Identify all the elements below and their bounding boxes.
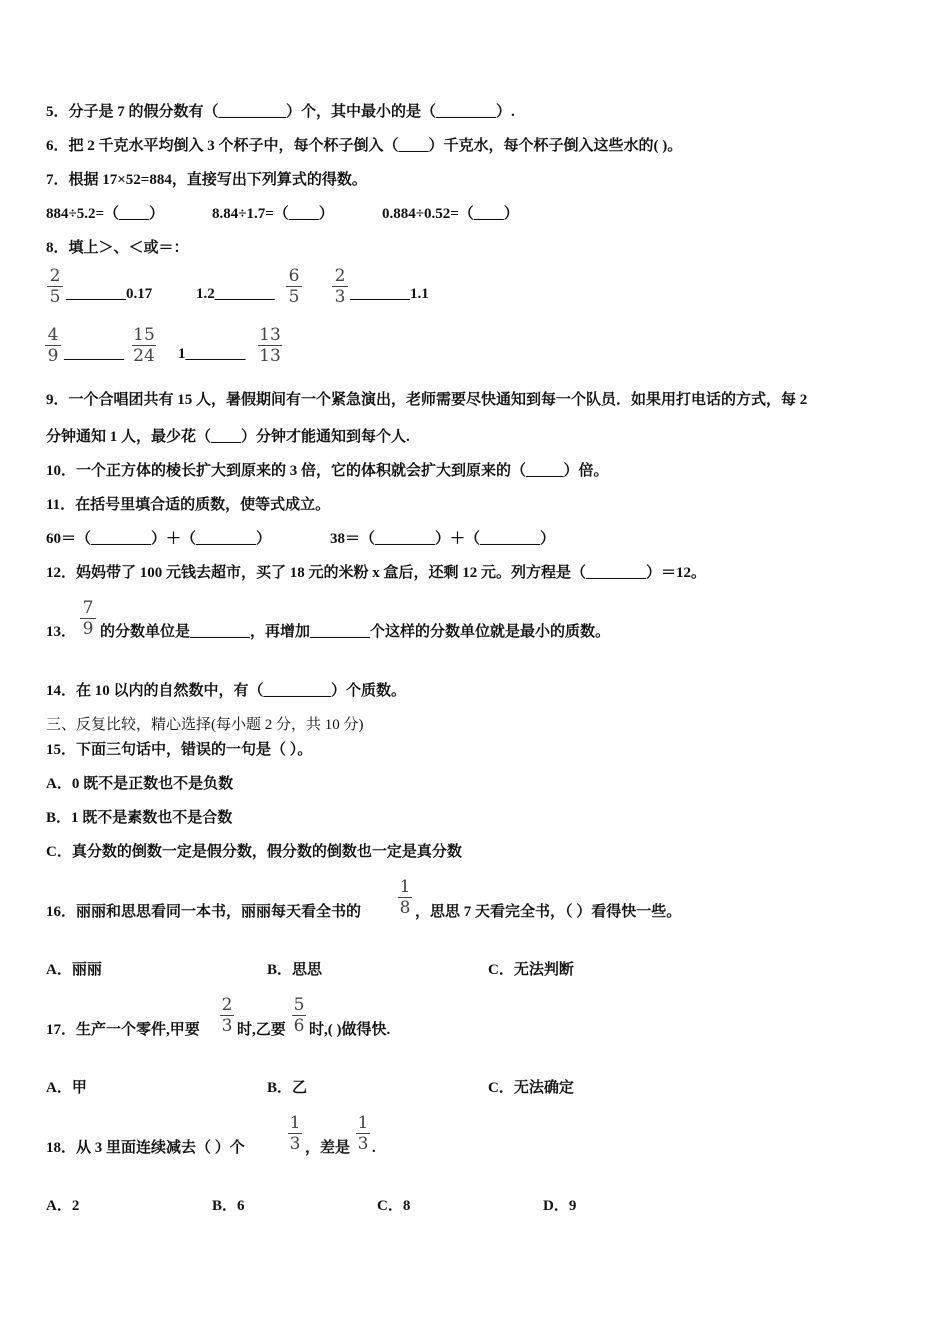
fraction-numerator: 7 (82, 598, 94, 618)
fraction-denominator: 3 (357, 1134, 369, 1154)
fraction-denominator: 5 (288, 287, 300, 307)
fraction-denominator: 13 (259, 346, 281, 366)
fraction-numerator: 2 (221, 995, 233, 1015)
fraction-numerator: 6 (288, 266, 300, 286)
question-17-mid: 时,乙要 (237, 1022, 286, 1038)
question-18-option-c: C．8 (377, 1198, 411, 1214)
question-9-line-2: 分钟通知 1 人，最少花（____）分钟才能通知到每个人. (46, 429, 410, 445)
fraction-denominator: 6 (293, 1016, 305, 1036)
fraction-numerator: 1 (289, 1113, 301, 1133)
question-10: 10．一个正方体的棱长扩大到原来的 3 倍，它的体积就会扩大到原来的（_____）倍。 (46, 463, 609, 479)
fraction-denominator: 3 (221, 1016, 233, 1036)
fraction-numerator: 1 (399, 877, 411, 897)
question-15-option-b: B．1 既不是素数也不是合数 (46, 810, 233, 826)
fraction-7-9 (80, 599, 96, 638)
fraction-1-8 (398, 878, 412, 917)
compare-blank-5: 1________ (178, 346, 246, 362)
fraction-denominator: 9 (47, 346, 59, 366)
question-11-stem: 11．在括号里填合适的质数，使等式成立。 (46, 497, 331, 513)
compare-blank-4: ________ (64, 346, 124, 362)
compare-blank-1: ________0.17 (66, 286, 153, 302)
question-7-item-3: 0.884÷0.52=（____） (382, 206, 519, 222)
question-16-option-a: A．丽丽 (46, 962, 102, 978)
fraction-2-3 (332, 267, 348, 306)
question-12: 12．妈妈带了 100 元钱去超市，买了 18 元的米粉 x 盒后，还剩 12 元。列方程是（________）＝12。 (46, 565, 707, 581)
question-15-option-a: A．0 既不是正数也不是负数 (46, 776, 234, 792)
fraction-denominator: 3 (334, 287, 346, 307)
fraction-4-9 (45, 326, 61, 365)
question-13-prefix: 13． (46, 624, 77, 640)
question-18-pre: 18．从 3 里面连续减去（ ）个 (46, 1140, 245, 1156)
question-8-stem: 8．填上＞、＜或＝： (46, 240, 189, 256)
question-17-option-a: A．甲 (46, 1080, 87, 1096)
compare-blank-2: 1.2________ (196, 286, 275, 302)
question-16-post: ，思思 7 天看完全书，（ ）看得快一些。 (415, 904, 682, 920)
question-11-item-2: 38＝（________）＋（________） (330, 531, 556, 547)
fraction-6-5 (286, 267, 302, 306)
question-18-option-b: B．6 (212, 1198, 245, 1214)
fraction-numerator: 15 (133, 325, 155, 345)
fraction-13-13 (258, 326, 282, 365)
fraction-denominator: 3 (289, 1134, 301, 1154)
fraction-numerator: 4 (47, 325, 59, 345)
question-7-stem: 7．根据 17×52=884，直接写出下列算式的得数。 (46, 172, 367, 188)
question-17-post: 时,( )做得快. (309, 1022, 391, 1038)
fraction-denominator: 5 (49, 287, 61, 307)
question-11-item-1: 60＝（________）＋（________） (46, 531, 272, 547)
question-9-line-1: 9．一个合唱团共有 15 人，暑假期间有一个紧急演出，老师需要尽快通知到每一个队员．如果用打电话的方式，每 2 (46, 392, 808, 408)
fraction-1-3 (288, 1114, 302, 1153)
fraction-5-6 (292, 996, 306, 1035)
fraction-numerator: 2 (49, 266, 61, 286)
question-13-text: 的分数单位是________，再增加________个这样的分数单位就是最小的质数。 (100, 624, 611, 640)
question-18-post: . (372, 1140, 376, 1156)
question-15-stem: 15．下面三句话中，错误的一句是（ ）。 (46, 742, 313, 758)
question-18-option-d: D．9 (543, 1198, 577, 1214)
compare-blank-3: ________1.1 (350, 286, 429, 302)
question-6: 6．把 2 千克水平均倒入 3 个杯子中，每个杯子倒入（____）千克水，每个杯子倒入这些水的( )。 (46, 138, 683, 154)
fraction-denominator: 9 (82, 619, 94, 639)
question-5: 5．分子是 7 的假分数有（_________）个，其中最小的是（________）. (46, 104, 515, 120)
fraction-15-24 (132, 326, 156, 365)
fraction-numerator: 1 (357, 1113, 369, 1133)
fraction-numerator: 5 (293, 995, 305, 1015)
section-3-heading: 三、反复比较，精心选择(每小题 2 分，共 10 分) (46, 717, 364, 733)
question-16-pre: 16．丽丽和思思看同一本书，丽丽每天看全书的 (46, 904, 362, 920)
question-7-item-2: 8.84÷1.7=（____） (212, 206, 334, 222)
fraction-1-3 (356, 1114, 370, 1153)
question-7-item-1: 884÷5.2=（____） (46, 206, 165, 222)
fraction-numerator: 13 (259, 325, 281, 345)
fraction-denominator: 8 (399, 898, 411, 918)
fraction-2-3 (220, 996, 234, 1035)
question-17-option-c: C．无法确定 (488, 1080, 574, 1096)
fraction-numerator: 2 (334, 266, 346, 286)
question-18-mid: ，差是 (305, 1140, 351, 1156)
question-17-option-b: B．乙 (267, 1080, 308, 1096)
question-18-option-a: A．2 (46, 1198, 80, 1214)
question-15-option-c: C．真分数的倒数一定是假分数，假分数的倒数也一定是真分数 (46, 844, 462, 860)
question-16-option-c: C．无法判断 (488, 962, 574, 978)
fraction-denominator: 24 (133, 346, 155, 366)
fraction-2-5 (47, 267, 63, 306)
question-14: 14．在 10 以内的自然数中，有（_________）个质数。 (46, 683, 407, 699)
question-17-pre: 17．生产一个零件,甲要 (46, 1022, 200, 1038)
question-16-option-b: B．思思 (267, 962, 323, 978)
